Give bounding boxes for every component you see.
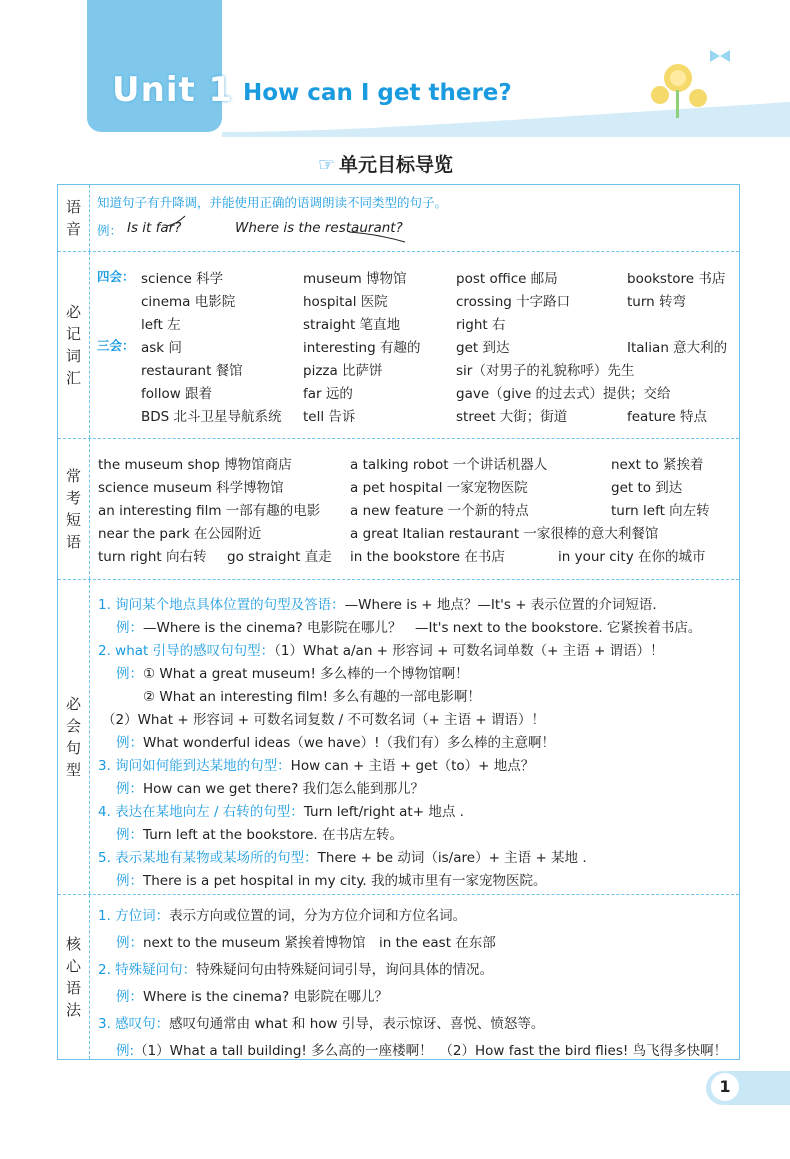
- section-title: ☞ 单元目标导览: [318, 154, 454, 176]
- sentence-4-example: 例：Turn left at the bookstore. 在书店左转。: [116, 827, 404, 843]
- row-label-vocabulary: 必 记 词 汇: [58, 252, 90, 438]
- vocab-word: cinema 电影院: [141, 294, 236, 310]
- unit-label: Unit 1: [112, 70, 234, 110]
- pronunciation-desc: 知道句子有升降调，并能使用正确的语调朗读不同类型的句子。: [97, 195, 448, 210]
- row-label-phrases: 常 考 短 语: [58, 439, 90, 579]
- vocab-word: Italian 意大利的: [627, 340, 728, 356]
- grammar-2: 2. 特殊疑问句：特殊疑问句由特殊疑问词引导，询问具体的情况。: [98, 962, 494, 978]
- phrase-item: in your city 在你的城市: [558, 549, 706, 565]
- page-number: 1: [711, 1073, 739, 1101]
- pronunciation-example-prefix: 例：: [97, 223, 123, 238]
- pointing-hand-icon: ☞: [318, 154, 336, 176]
- vocab-word: museum 博物馆: [303, 271, 407, 287]
- vocab-word: gave（give 的过去式）提供；交给: [456, 386, 671, 402]
- grammar-1-example: 例：next to the museum 紧挨着博物馆 in the east 在东部: [116, 935, 496, 951]
- pronunciation-example-2: Where is the restaurant?: [235, 220, 403, 236]
- sentence-4: 4. 表达在某地向左 / 右转的句型：Turn left/right at+ 地点 .: [98, 804, 464, 820]
- phrase-item: go straight 直走: [227, 549, 332, 565]
- sentence-2-example-1: 例：① What a great museum! 多么棒的一个博物馆啊！: [116, 666, 469, 682]
- row-sentences: [58, 579, 739, 894]
- sentence-1: 1. 询问某个地点具体位置的句型及答语：—Where is + 地点？—It's + 表示位置的介词短语.: [98, 597, 657, 613]
- vocab-word: interesting 有趣的: [303, 340, 421, 356]
- vocab-word: BDS 北斗卫星导航系统: [141, 409, 282, 425]
- phrase-item: near the park 在公园附近: [98, 526, 262, 542]
- grammar-3-example: 例:（1）What a tall building! 多么高的一座楼啊！ （2）How fast the bird flies! 鸟飞得多快啊！: [116, 1043, 728, 1059]
- sentence-2-part-2: （2）What + 形容词 + 可数名词复数 / 不可数名词（+ 主语 + 谓语）！: [102, 712, 545, 728]
- phrase-item: turn left 向左转: [611, 503, 710, 519]
- vocab-word: ask 问: [141, 340, 182, 356]
- sentence-1-example: 例：—Where is the cinema? 电影院在哪儿？ —It's next to the bookstore. 它紧挨着书店。: [116, 620, 702, 636]
- vocab-word: far 远的: [303, 386, 353, 402]
- phrase-item: a pet hospital 一家宠物医院: [350, 480, 528, 496]
- vocab-word: follow 跟着: [141, 386, 213, 402]
- sentence-5-example: 例：There is a pet hospital in my city. 我的城市里有一家宠物医院。: [116, 873, 547, 889]
- sentence-3-example: 例：How can we get there? 我们怎么能到那儿？: [116, 781, 425, 797]
- vocab-word: post office 邮局: [456, 271, 558, 287]
- unit-title: How can I get there?: [243, 80, 512, 106]
- vocab-word: get 到达: [456, 340, 510, 356]
- sentence-5: 5. 表示某地有某物或某场所的句型：There + be 动词（is/are）+ 主语 + 某地 .: [98, 850, 587, 866]
- vocab-word: bookstore 书店: [627, 271, 726, 287]
- row-phrases: [58, 438, 739, 579]
- grammar-3: 3. 感叹句：感叹句通常由 what 和 how 引导，表示惊讶、喜悦、愤怒等。: [98, 1016, 545, 1032]
- grammar-1: 1. 方位词：表示方向或位置的词，分为方位介词和方位名词。: [98, 908, 467, 924]
- vocab-word: straight 笔直地: [303, 317, 401, 333]
- row-label-pronunciation: 语 音: [58, 185, 90, 251]
- vocab-word: turn 转弯: [627, 294, 687, 310]
- phrase-item: the museum shop 博物馆商店: [98, 457, 292, 473]
- vocab-word: restaurant 餐馆: [141, 363, 243, 379]
- sentence-3: 3. 询问如何能到达某地的句型：How can + 主语 + get（to）+ 地点？: [98, 758, 535, 774]
- vocab-word: hospital 医院: [303, 294, 388, 310]
- row-label-grammar: 核 心 语 法: [58, 895, 90, 1059]
- sentence-2-example-3: 例：What wonderful ideas（we have）!（我们有）多么棒的主意啊！: [116, 735, 556, 751]
- three-skill-tag: 三会：: [97, 338, 135, 353]
- phrase-item: get to 到达: [611, 480, 683, 496]
- grammar-2-example: 例：Where is the cinema? 电影院在哪儿？: [116, 989, 388, 1005]
- row-vocabulary: [58, 251, 739, 438]
- unit-tab: [87, 0, 222, 132]
- vocab-word: sir（对男子的礼貌称呼）先生: [456, 363, 635, 379]
- vocab-word: pizza 比萨饼: [303, 363, 383, 379]
- overview-table: [57, 184, 740, 1060]
- phrase-item: science museum 科学博物馆: [98, 480, 284, 496]
- phrase-item: a great Italian restaurant 一家很棒的意大利餐馆: [350, 526, 659, 542]
- vocab-word: crossing 十字路口: [456, 294, 571, 310]
- vocab-word: tell 告诉: [303, 409, 356, 425]
- phrase-item: a talking robot 一个讲话机器人: [350, 457, 548, 473]
- rising-tone-arrow-icon: [165, 214, 187, 228]
- falling-tone-arrow-icon: [347, 230, 407, 244]
- phrase-item: an interesting film 一部有趣的电影: [98, 503, 321, 519]
- row-pronunciation: [58, 185, 739, 251]
- row-label-sentences: 必 会 句 型: [58, 580, 90, 894]
- vocab-word: science 科学: [141, 271, 224, 287]
- row-grammar: [58, 894, 739, 1059]
- vocab-word: street 大街；街道: [456, 409, 568, 425]
- sentence-2: 2. what 引导的感叹句句型：（1）What a/an + 形容词 + 可数名词单数（+ 主语 + 谓语）！: [98, 643, 664, 659]
- flower-decoration-icon: [640, 40, 750, 120]
- vocab-word: feature 特点: [627, 409, 708, 425]
- phrase-item: a new feature 一个新的特点: [350, 503, 529, 519]
- sentence-2-example-2: ② What an interesting film! 多么有趣的一部电影啊！: [143, 689, 481, 705]
- phrase-item: next to 紧挨着: [611, 457, 704, 473]
- four-skill-tag: 四会：: [97, 269, 135, 284]
- phrase-item: turn right 向右转: [98, 549, 207, 565]
- pronunciation-example-1: Is it far?: [127, 220, 181, 236]
- phrase-item: in the bookstore 在书店: [350, 549, 505, 565]
- vocab-word: left 左: [141, 317, 181, 333]
- vocab-word: right 右: [456, 317, 506, 333]
